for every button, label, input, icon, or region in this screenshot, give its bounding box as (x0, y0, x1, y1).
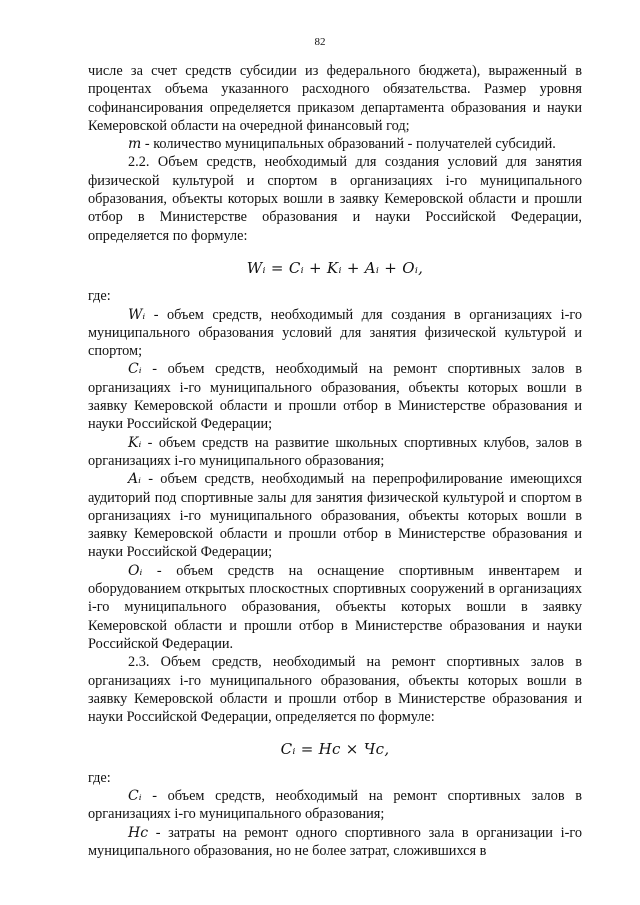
symbol-oi: Oᵢ (128, 562, 143, 579)
definition-wi (88, 306, 582, 361)
where-label-2: где: (88, 769, 111, 786)
definition-ki-text: - объем средств на развитие школьных спортивных клубов, залов в организациях i-го муниципального образования; (88, 434, 582, 469)
definition-ai (88, 470, 582, 561)
definition-hc (88, 824, 582, 861)
where-label: где: (88, 288, 111, 305)
symbol-ci: Cᵢ (128, 361, 142, 378)
section-2-2-paragraph: 2.2. Объем средств, необходимый для создания условий для занятия физической культурой и спортом в организациях i-го муниципального образования, объекты которых вошли в заявку Кемеровской области и прошли отбор в Министерстве образования и науки Российской Федерации, определяется по формуле: (88, 154, 582, 244)
formula-wi: Wᵢ = Cᵢ + Kᵢ + Aᵢ + Oᵢ, (246, 258, 424, 277)
symbol-wi: Wᵢ (128, 306, 146, 323)
symbol-ai: Aᵢ (128, 471, 141, 488)
document-body (88, 62, 582, 860)
definition-ki (88, 434, 582, 471)
definition-ci-text: - объем средств, необходимый на ремонт спортивных залов в организациях i-го муниципального образования, объекты которых вошли в заявку Кемеровской области и прошли отбор в Министерстве образования и науки Российской Федерации; (88, 361, 582, 433)
definition-ci-2 (88, 787, 582, 824)
definition-oi (88, 562, 582, 653)
definition-ai-text: - объем средств, необходимый на перепрофилирование имеющихся аудиторий под спортивные залы для занятия физической культурой и спортом в организациях i-го муниципального образования, объекты которых вошли в заявку Кемеровской области и прошли отбор в Министерстве образования и науки Российской Федерации; (88, 471, 582, 561)
symbol-hc: Hс (128, 824, 149, 841)
definition-ci-2-text: - объем средств, необходимый на ремонт спортивных залов в организациях i-го муниципального образования; (88, 787, 582, 823)
definition-oi-text: - объем средств на оснащение спортивным инвентарем и оборудованием открытых плоскостных спортивных сооружений в организациях i-го муниципального образования, объекты которых вошли в заявку Кемеровской области и прошли отбор в Министерстве образования и науки Российской Федерации. (88, 562, 582, 652)
symbol-ci-2: Cᵢ (128, 787, 142, 804)
formula-ci: Cᵢ = Нс × Чс, (280, 740, 390, 759)
definition-ci (88, 360, 582, 433)
paragraph-m-definition (88, 135, 582, 153)
definition-wi-text: - объем средств, необходимый для создания в организациях i-го муниципального образования условий для занятия физической культурой и спортом; (88, 306, 582, 360)
symbol-m: m (128, 136, 142, 153)
section-2-3-paragraph: 2.3. Объем средств, необходимый на ремонт спортивных залов в организациях i-го муниципального образования, объекты которых вошли в заявку Кемеровской области и прошли отбор в Министерстве образования и науки Российской Федерации, определяется по формуле: (88, 654, 582, 726)
paragraph-continuation: числе за счет средств субсидии из федерального бюджета), выраженный в процентах объема указанного расходного обязательства. Размер уровня софинансирования определяется приказом департамента образования и науки Кемеровской области на очередной финансовый год; (88, 63, 582, 134)
m-definition-text: - количество муниципальных образований - получателей субсидий. (141, 136, 556, 153)
definition-hc-text: - затраты на ремонт одного спортивного зала в организации i-го муниципального образования, но не более затрат, сложившихся в (88, 824, 582, 859)
symbol-ki: Kᵢ (128, 434, 142, 451)
page-number: 82 (314, 36, 326, 48)
